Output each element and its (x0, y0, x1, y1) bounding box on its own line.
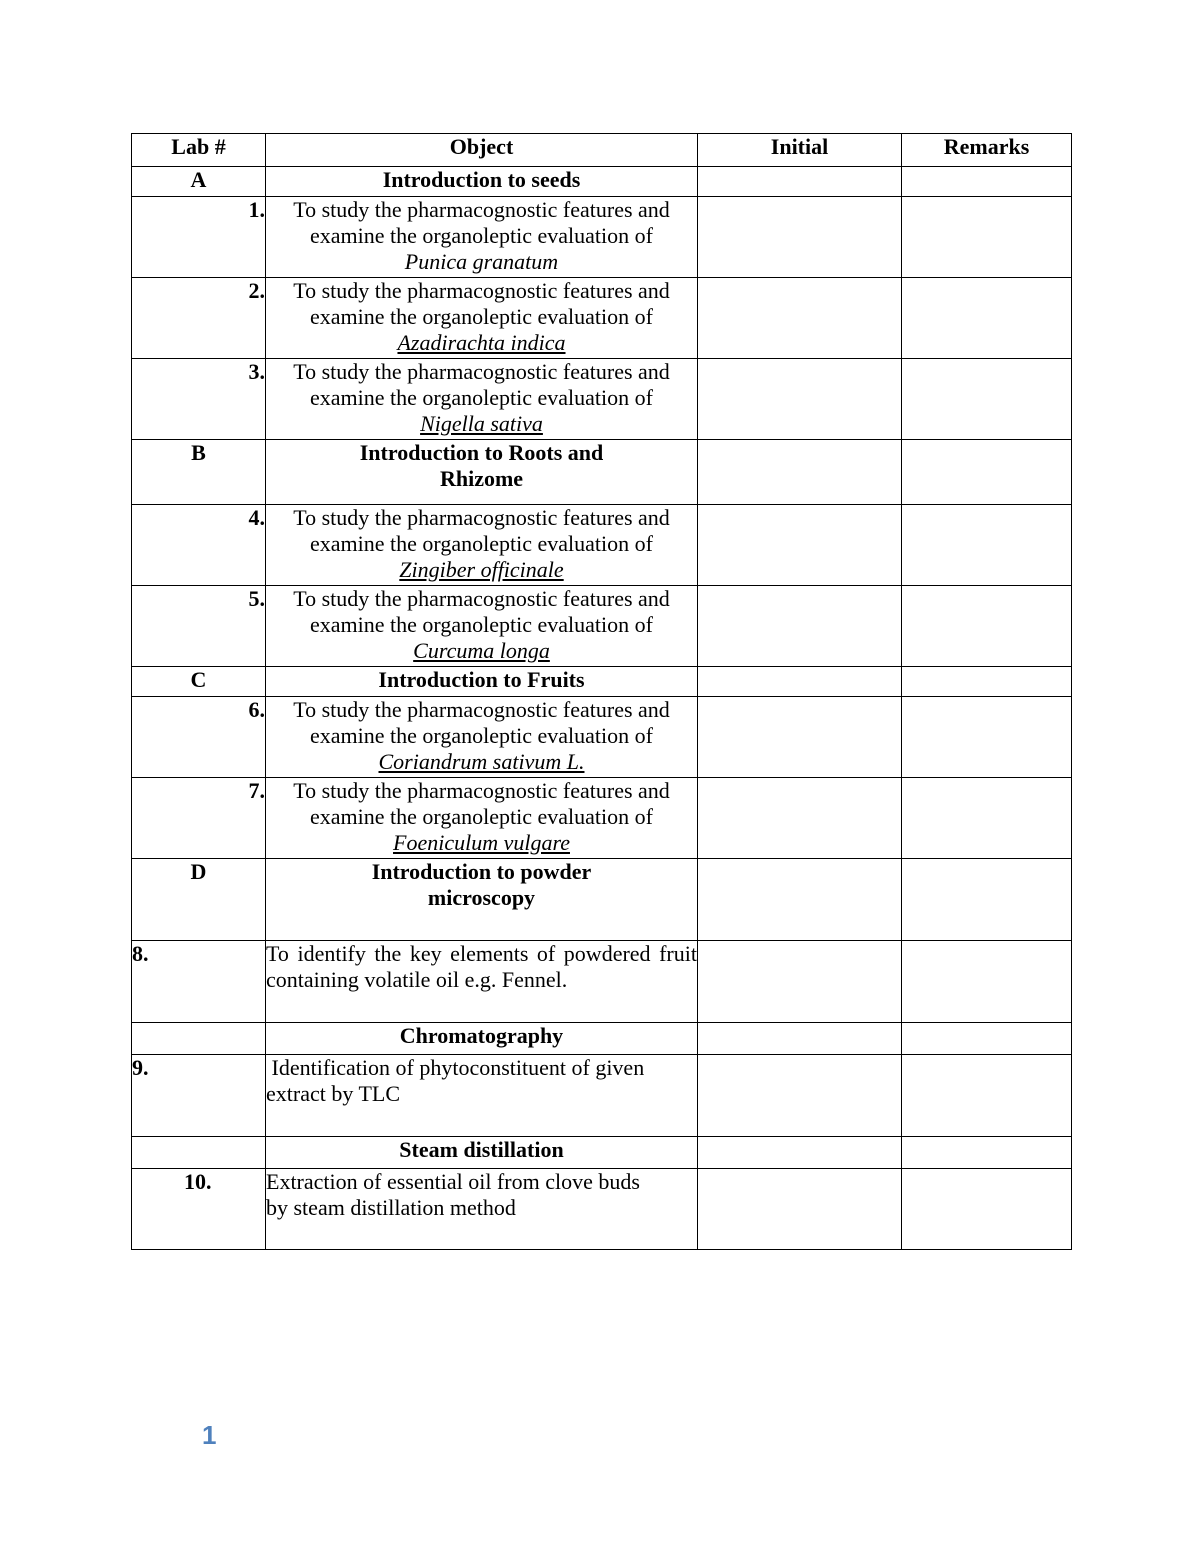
table-row (132, 1055, 1072, 1137)
table-row (132, 1169, 1072, 1250)
section-title-line: Introduction to powder (371, 859, 592, 884)
table-row (132, 778, 1072, 859)
lab-number: 1. (132, 197, 266, 278)
remarks-cell (902, 1169, 1072, 1250)
species-name: Zingiber officinale (399, 557, 564, 582)
remarks-cell (902, 359, 1072, 440)
species-name: Nigella sativa (420, 411, 543, 436)
initial-cell (698, 1023, 902, 1055)
section-title: Steam distillation (266, 1137, 698, 1169)
object-line: by steam distillation method (266, 1195, 516, 1220)
initial-cell (698, 278, 902, 359)
table-row (132, 941, 1072, 1023)
remarks-cell (902, 667, 1072, 697)
section-title-line: Introduction to Roots and (359, 440, 604, 465)
remarks-cell (902, 167, 1072, 197)
section-title: Introduction to Fruits (266, 667, 698, 697)
object-line: examine the organoleptic evaluation of (310, 723, 653, 748)
remarks-cell (902, 941, 1072, 1023)
header-lab: Lab # (132, 134, 266, 167)
object-line: examine the organoleptic evaluation of (310, 223, 653, 248)
remarks-cell (902, 505, 1072, 586)
object-cell (266, 778, 698, 859)
header-remarks: Remarks (902, 134, 1072, 167)
initial-cell (698, 697, 902, 778)
section-letter: A (132, 167, 266, 197)
remarks-cell (902, 697, 1072, 778)
table-row (132, 197, 1072, 278)
section-title-line: Rhizome (439, 466, 524, 491)
remarks-cell (902, 1137, 1072, 1169)
initial-cell (698, 667, 902, 697)
initial-cell (698, 1055, 902, 1137)
object-cell (266, 505, 698, 586)
remarks-cell (902, 586, 1072, 667)
table-row (132, 697, 1072, 778)
section-letter-empty (132, 1137, 266, 1169)
section-title: Introduction to seeds (266, 167, 698, 197)
object-line: Identification of phytoconstituent of given (266, 1055, 645, 1080)
initial-cell (698, 941, 902, 1023)
table-row (132, 586, 1072, 667)
section-letter: B (132, 440, 266, 505)
initial-cell (698, 505, 902, 586)
section-row-d (132, 859, 1072, 941)
remarks-cell (902, 1023, 1072, 1055)
object-cell: To identify the key elements of powdered fruit containing volatile oil e.g. Fennel. (266, 941, 698, 1023)
initial-cell (698, 1169, 902, 1250)
section-title: Chromatography (266, 1023, 698, 1055)
species-name: Curcuma longa (413, 638, 550, 663)
section-title-line: microscopy (427, 885, 536, 910)
object-line: To study the pharmacognostic features and (293, 359, 670, 384)
lab-number: 4. (132, 505, 266, 586)
object-line: Extraction of essential oil from clove buds (266, 1169, 640, 1194)
header-object: Object (266, 134, 698, 167)
header-row (132, 134, 1072, 167)
object-line: examine the organoleptic evaluation of (310, 612, 653, 637)
object-line: extract by TLC (266, 1081, 400, 1106)
table-row (132, 359, 1072, 440)
species-name: Coriandrum sativum L. (378, 749, 585, 774)
remarks-cell (902, 859, 1072, 941)
lab-number: 3. (132, 359, 266, 440)
object-line: examine the organoleptic evaluation of (310, 385, 653, 410)
section-title (266, 440, 698, 505)
initial-cell (698, 440, 902, 505)
remarks-cell (902, 440, 1072, 505)
object-cell (266, 278, 698, 359)
remarks-cell (902, 1055, 1072, 1137)
lab-number: 9. (132, 1055, 266, 1137)
object-cell (266, 697, 698, 778)
object-line: To study the pharmacognostic features and (293, 778, 670, 803)
section-letter: D (132, 859, 266, 941)
object-cell (266, 586, 698, 667)
initial-cell (698, 359, 902, 440)
page-number: 1 (202, 1420, 217, 1450)
lab-number: 2. (132, 278, 266, 359)
lab-number: 7. (132, 778, 266, 859)
object-cell (266, 359, 698, 440)
object-line: examine the organoleptic evaluation of (310, 531, 653, 556)
initial-cell (698, 1137, 902, 1169)
remarks-cell (902, 278, 1072, 359)
object-line: To study the pharmacognostic features and (293, 197, 670, 222)
initial-cell (698, 778, 902, 859)
object-line: To study the pharmacognostic features and (293, 278, 670, 303)
object-cell (266, 197, 698, 278)
table-row (132, 278, 1072, 359)
initial-cell (698, 167, 902, 197)
section-title (266, 859, 698, 941)
section-row-c (132, 667, 1072, 697)
remarks-cell (902, 778, 1072, 859)
section-row-steam (132, 1137, 1072, 1169)
lab-number: 8. (132, 941, 266, 1023)
object-cell (266, 1055, 698, 1137)
object-line: To study the pharmacognostic features and (293, 697, 670, 722)
initial-cell (698, 586, 902, 667)
species-name: Foeniculum vulgare (393, 830, 570, 855)
initial-cell (698, 197, 902, 278)
remarks-cell (902, 197, 1072, 278)
section-row-a (132, 167, 1072, 197)
section-row-chromatography (132, 1023, 1072, 1055)
species-name: Punica granatum (404, 249, 559, 274)
object-line: examine the organoleptic evaluation of (310, 304, 653, 329)
object-line: To study the pharmacognostic features and (293, 586, 670, 611)
lab-number: 5. (132, 586, 266, 667)
section-letter-empty (132, 1023, 266, 1055)
section-letter: C (132, 667, 266, 697)
lab-table (131, 133, 1072, 1250)
object-cell (266, 1169, 698, 1250)
lab-number: 10. (132, 1169, 266, 1250)
initial-cell (698, 859, 902, 941)
section-row-b (132, 440, 1072, 505)
table-row (132, 505, 1072, 586)
object-line: examine the organoleptic evaluation of (310, 804, 653, 829)
header-initial: Initial (698, 134, 902, 167)
lab-number: 6. (132, 697, 266, 778)
object-line: To study the pharmacognostic features and (293, 505, 670, 530)
species-name: Azadirachta indica (397, 330, 566, 355)
